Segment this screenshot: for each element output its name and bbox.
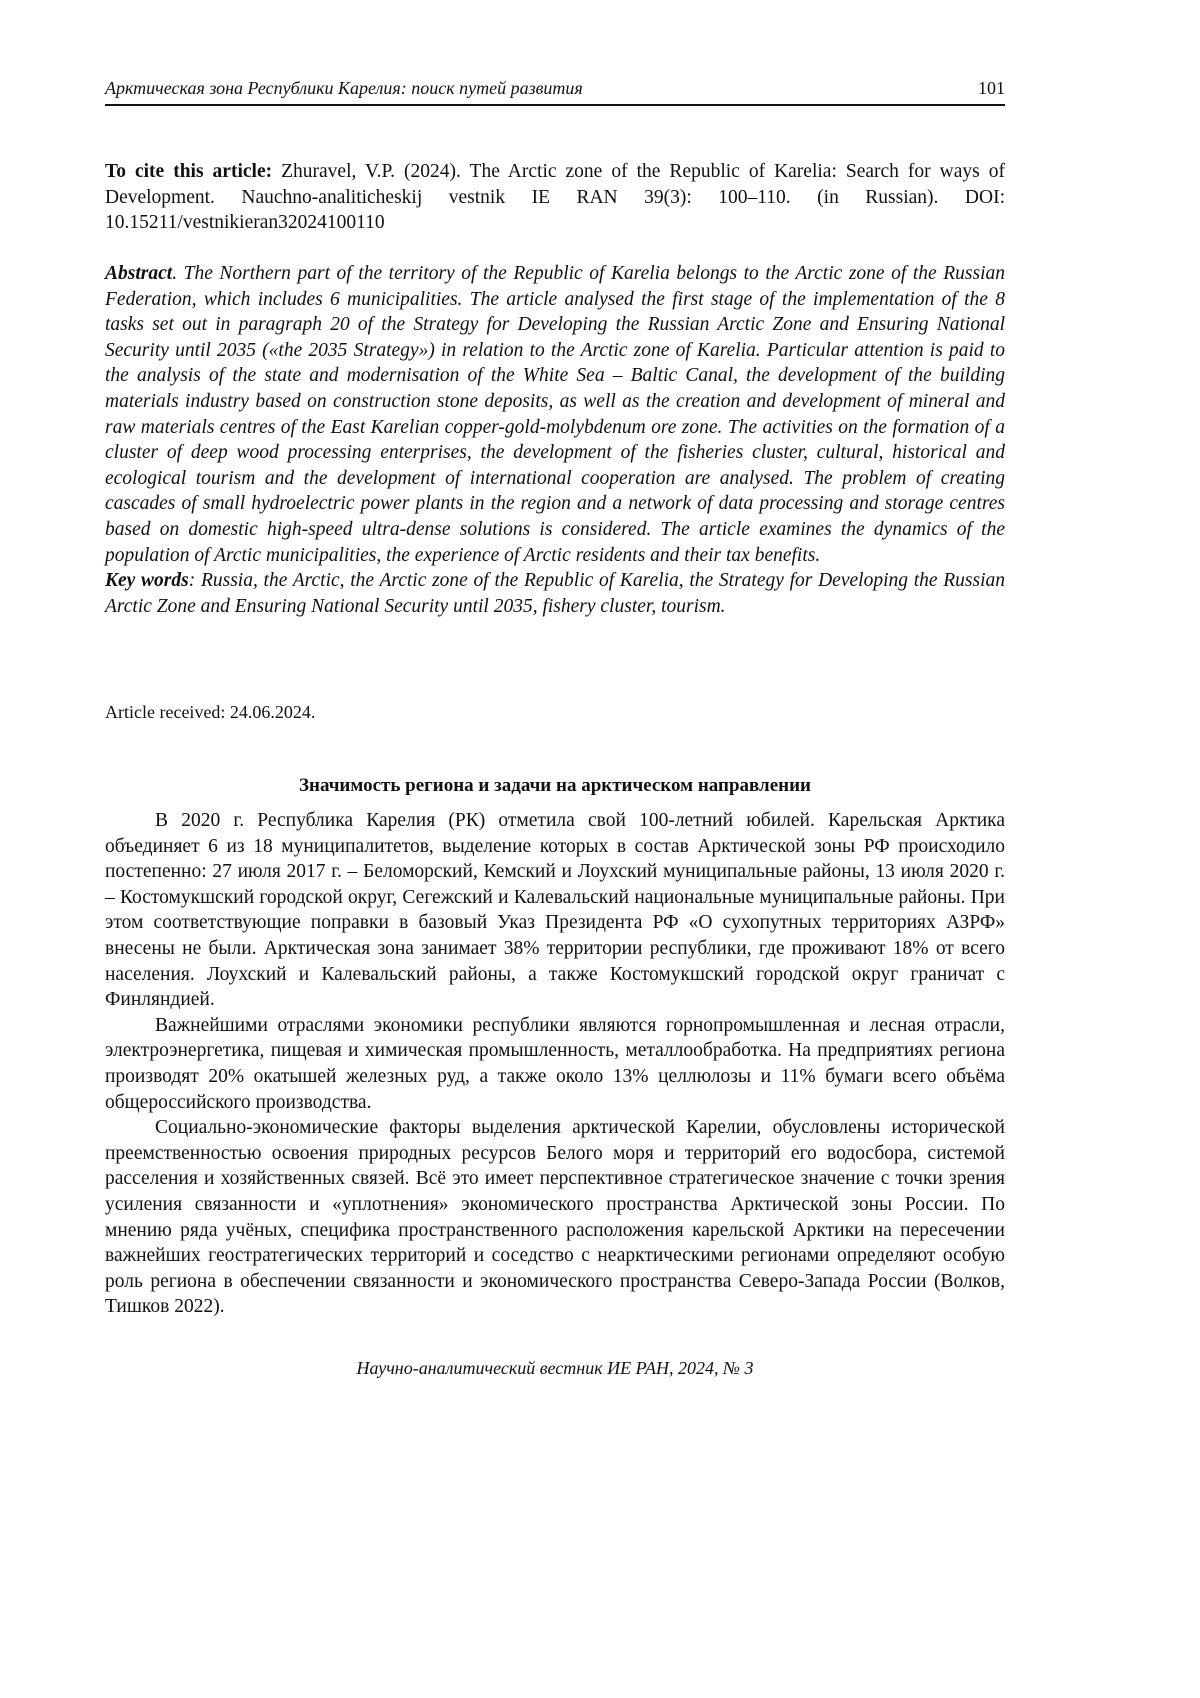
- keywords: [105, 568, 1005, 619]
- keywords-text: : Russia, the Arctic, the Arctic zone of the Republic of Karelia, the Strategy for Developing the Russian Arctic Zone and Ensuring National Security until 2035, fishery cluster, tourism.: [105, 570, 1006, 617]
- citation-label: To cite this article:: [105, 161, 273, 182]
- article-received: Article received: 24.06.2024.: [105, 702, 316, 722]
- paragraph: В 2020 г. Республика Карелия (РК) отметила свой 100-летний юбилей. Карельская Арктика объединяет 6 из 18 муниципалитетов, выделение которых в состав Арктической зоны РФ происходило постепенно: 27 июля 2017 г. – Беломорский, Кемский и Лоухский муниципальные районы, 13 июля 2020 г. – Костомукшский городской округ, Сегежский и Калевальский национальные муниципальные районы. При этом соответствующие поправки в базовый Указ Президента РФ «О сухопутных территориях АЗРФ» внесены не были. Арктическая зона занимает 38% территории республики, где проживают 18% от всего населения. Лоухский и Калевальский районы, а также Костомукшский городской округ граничат с Финляндией.: [105, 810, 1005, 1011]
- abstract-label: Abstract: [105, 263, 173, 284]
- citation: [105, 159, 1005, 236]
- body-text: [105, 808, 1005, 1320]
- paragraph: Социально-экономические факторы выделения арктической Карелии, обусловлены исторической преемственностью освоения природных ресурсов Белого моря и территорий его водосбора, системой расселения и хозяйственных связей. Всё это имеет перспективное стратегическое значение с точки зрения усиления связанности и «уплотнения» экономического пространства Арктической зоны России. По мнению ряда учёных, специфика пространственного расположения карельской Арктики на пересечении важнейших геостратегических территорий и соседство с неарктическими регионами определяют особую роль региона в обеспечении связанности и экономического пространства Северо-Запада России (Волков, Тишков 2022).: [105, 1117, 1005, 1318]
- keywords-label: Key words: [105, 570, 189, 592]
- page-number: 101: [978, 78, 1005, 98]
- abstract: [105, 261, 1005, 568]
- running-header: [105, 78, 1005, 99]
- abstract-text: . The Northern part of the territory of the Republic of Karelia belongs to the Arctic zone of the Russian Federation, which includes 6 municipalities. The article analysed the first stage of the implementation of the 8 tasks set out in paragraph 20 of the Strategy for Developing the Russian Arctic Zone and Ensuring National Security until 2035 («the 2035 Strategy») in relation to the Arctic zone of Karelia. Particular attention is paid to the analysis of the state and modernisation of the White Sea – Baltic Canal, the development of the building materials industry based on construction stone deposits, as well as the creation and development of mineral and raw materials centres of the East Karelian copper-gold-molybdenum ore zone. The activities on the formation of a cluster of deep wood processing enterprises, the development of the fisheries cluster, cultural, historical and ecological tourism and the development of international cooperation are analysed. The problem of creating cascades of small hydroelectric power plants in the region and a network of data processing and storage centres based on domestic high-speed ultra-dense solutions is considered. The article examines the dynamics of the population of Arctic municipalities, the experience of Arctic residents and their tax benefits.: [105, 263, 1005, 566]
- journal-footer: Научно-аналитический вестник ИЕ РАН, 2024, № 3: [356, 1358, 754, 1378]
- paragraph: Важнейшими отраслями экономики республики являются горнопромышленная и лесная отрасли, электроэнергетика, пищевая и химическая промышленность, металлообработка. На предприятиях региона производят 20% окатышей железных руд, а также около 13% целлюлозы и 11% бумаги всего объёма общероссийского производства.: [105, 1014, 1005, 1113]
- citation-text: Zhuravel, V.P. (2024). The Arctic zone of the Republic of Karelia: Search for ways of Development. Nauchno-analiticheskij vestnik IE RAN 39(3): 100–110. (in Russian). DOI: 10.15211/vestnikieran32024100110: [105, 161, 1006, 234]
- running-title: Арктическая зона Республики Карелия: поиск путей развития: [105, 78, 583, 98]
- header-rule: [105, 104, 1005, 106]
- abstract-block: [105, 261, 1005, 619]
- section-heading: Значимость региона и задачи на арктическом направлении: [299, 775, 811, 796]
